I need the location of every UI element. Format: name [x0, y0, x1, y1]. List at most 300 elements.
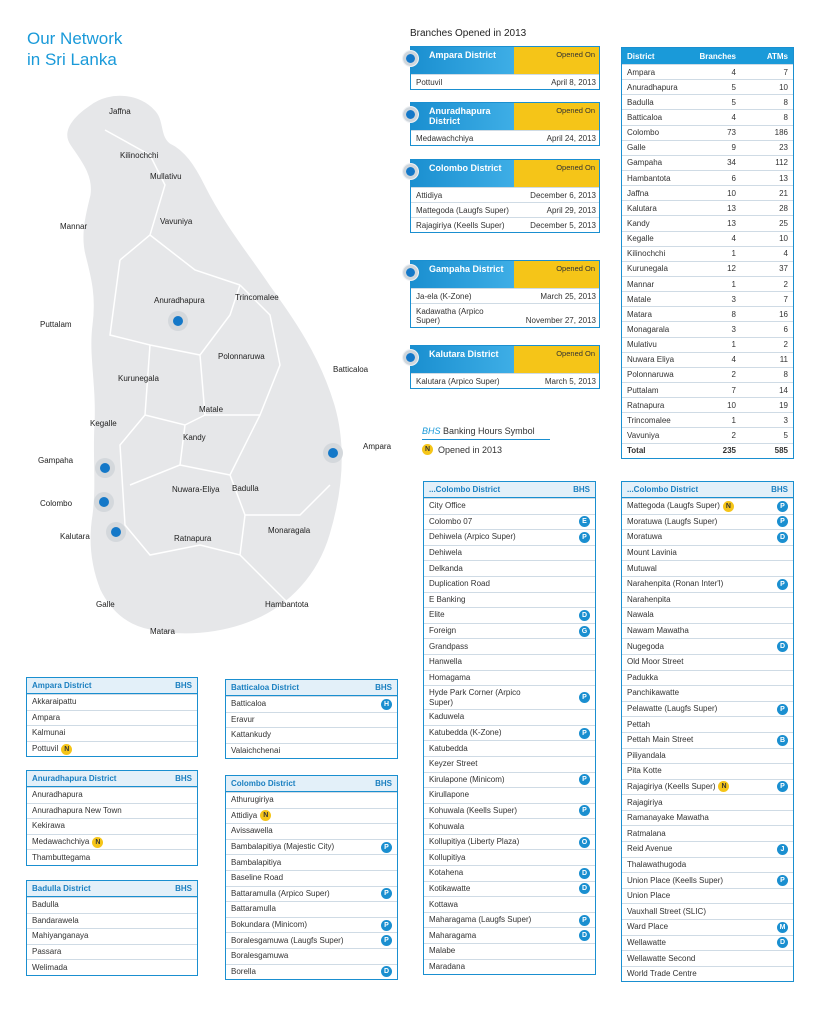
new-badge-icon: N — [260, 810, 271, 821]
branch-row — [424, 725, 595, 741]
branch-name: Hyde Park Corner (Arpico Super) — [429, 687, 521, 707]
branch-name: Kollupitiya — [429, 852, 466, 862]
branch-row — [424, 592, 595, 608]
branch-table-title: ...Colombo District — [627, 485, 699, 494]
branch-row — [424, 498, 595, 514]
branch-row — [226, 696, 397, 712]
bhs-column-header: BHS — [375, 779, 392, 788]
branch-name: Boralesgamuwa (Laugfs Super) — [231, 935, 344, 945]
branch-name: Ampara — [32, 712, 61, 722]
bhs-badge-icon: D — [579, 930, 590, 941]
branch-row — [226, 839, 397, 855]
bhs-badge-icon: P — [777, 781, 788, 792]
branch-name: Avissawella — [231, 826, 273, 836]
branch-row — [27, 849, 197, 865]
branch-name: Piliyandala — [627, 750, 666, 760]
batticaloa-branch-table — [225, 679, 398, 759]
branch-name: Reid Avenue — [627, 844, 673, 854]
branch-name: Grandpass — [429, 641, 469, 651]
bhs-badge-icon: P — [777, 875, 788, 886]
table-row — [622, 140, 793, 155]
branch-name: Kalmunai — [32, 728, 66, 738]
branches-cell: 10 — [727, 188, 736, 198]
opened-on-label: Opened On — [514, 47, 599, 74]
branch-name: Maharagama (Laugfs Super) — [429, 915, 532, 925]
bhs-badge-icon: E — [579, 516, 590, 527]
map-label-kalutara: Kalutara — [60, 532, 90, 541]
table-row — [622, 155, 793, 170]
branch-name: Pettah — [627, 719, 651, 729]
bhs-text: Banking Hours Symbol — [443, 426, 535, 436]
branch-name: Nawala — [627, 610, 654, 620]
colombo-branch-table-1 — [225, 775, 398, 980]
atms-cell: 186 — [774, 128, 788, 138]
branch-name: Kirulapone (Minicom) — [429, 774, 505, 784]
branch-row — [226, 886, 397, 902]
map-label-kegalle: Kegalle — [90, 419, 117, 428]
map-pin-icon — [402, 349, 419, 366]
atms-cell: 8 — [783, 370, 788, 380]
branch-name: Rajagiriya (Keells Super) — [627, 781, 716, 791]
branch-name: Duplication Road — [429, 579, 490, 589]
branch-row — [622, 498, 793, 514]
branch-name: Padukka — [627, 672, 659, 682]
branch-name: Vauxhall Street (SLIC) — [627, 906, 706, 916]
badulla-branch-table — [26, 880, 198, 976]
map-label-anuradhapura: Anuradhapura — [154, 296, 205, 305]
branch-row — [622, 841, 793, 857]
map-label-kandy: Kandy — [183, 433, 206, 442]
branches-cell: 9 — [731, 143, 736, 153]
table-row — [622, 64, 793, 79]
bhs-badge-icon: D — [381, 966, 392, 977]
branch-name: Homagama — [429, 672, 471, 682]
bhs-column-header: BHS — [375, 683, 392, 692]
branch-row — [226, 823, 397, 839]
branch-row — [622, 592, 793, 608]
branch-row — [424, 849, 595, 865]
branch-name: Elite — [429, 610, 445, 620]
atms-cell: 16 — [779, 309, 788, 319]
branch-name: Pita Kotte — [627, 766, 662, 776]
branch-name: Ward Place — [627, 922, 669, 932]
atms-cell: 14 — [779, 385, 788, 395]
branch-name: Hanwella — [429, 657, 462, 667]
branch-row — [622, 716, 793, 732]
branch-row — [226, 932, 397, 948]
district-cell: Mannar — [627, 279, 655, 289]
anuradhapura-branch-table — [26, 770, 198, 866]
table-row — [622, 427, 793, 442]
district-cell: Ratnapura — [627, 400, 665, 410]
branch-row — [622, 607, 793, 623]
branch-row — [226, 854, 397, 870]
branch-name: Baseline Road — [231, 873, 284, 883]
table-row — [622, 412, 793, 427]
branches-cell: 5 — [731, 82, 736, 92]
table-row — [622, 215, 793, 230]
table-row — [622, 443, 793, 458]
atms-cell: 21 — [779, 188, 788, 198]
branch-name: Badulla — [32, 900, 59, 910]
new-badge-icon: N — [92, 837, 103, 848]
district-cell: Puttalam — [627, 385, 659, 395]
map-pin-icon — [402, 264, 419, 281]
opened-row: Attidiya December 6, 2013 — [411, 187, 599, 202]
branch-row — [27, 913, 197, 929]
atms-cell: 5 — [783, 430, 788, 440]
district-cell: Jaffna — [627, 188, 649, 198]
branch-name: Union Place — [627, 891, 671, 901]
branch-row — [226, 917, 397, 933]
bhs-badge-icon: H — [381, 699, 392, 710]
atms-cell: 10 — [779, 234, 788, 244]
district-cell: Kalutara — [627, 203, 657, 213]
branch-name: Kohuwala (Keells Super) — [429, 805, 518, 815]
branch-row — [424, 818, 595, 834]
branch-table-title: Colombo District — [231, 779, 296, 788]
branch-table-header — [622, 482, 793, 498]
branch-name: Kollupitiya (Liberty Plaza) — [429, 837, 520, 847]
map-label-ratnapura: Ratnapura — [174, 534, 212, 543]
branch-name: Nawam Mawatha — [627, 626, 689, 636]
branch-name: Ratmalana — [627, 828, 666, 838]
map-pin-icon — [402, 163, 419, 180]
bhs-badge-icon: M — [777, 922, 788, 933]
branch-table-header — [27, 678, 197, 694]
branch-row — [622, 903, 793, 919]
branch-name: Foreign — [429, 626, 457, 636]
branch-name: Bokundara (Minicom) — [231, 920, 308, 930]
branch-name: Maharagama — [429, 930, 477, 940]
table-row — [622, 94, 793, 109]
branch-row — [226, 870, 397, 886]
branch-name: Pelawatte (Laugfs Super) — [627, 704, 718, 714]
branch-row — [622, 545, 793, 561]
branch-name: Ramanayake Mawatha — [627, 813, 709, 823]
opened-colombo — [410, 159, 600, 233]
branch-name: Boralesgamuwa — [231, 951, 289, 961]
new-badge-icon: N — [422, 444, 433, 455]
branch-row — [424, 787, 595, 803]
map-label-kurunegala: Kurunegala — [118, 374, 159, 383]
branch-table-title: Ampara District — [32, 681, 92, 690]
district-cell: Monagarala — [627, 324, 670, 334]
branch-row — [424, 607, 595, 623]
map-label-batticaloa: Batticaloa — [333, 365, 369, 374]
branch-name: Delkanda — [429, 563, 463, 573]
branch-row — [424, 545, 595, 561]
atms-cell: 7 — [783, 294, 788, 304]
branch-row — [424, 772, 595, 788]
branch-row — [622, 935, 793, 951]
district-cell: Total — [627, 446, 646, 456]
new-badge-icon: N — [61, 744, 72, 755]
map-label-kilinochchi: Kilinochchi — [120, 151, 159, 160]
title-line-1: Our Network — [27, 29, 123, 48]
branch-row — [424, 912, 595, 928]
branch-row — [27, 803, 197, 819]
branches-cell: 2 — [731, 370, 736, 380]
branches-cell: 73 — [727, 128, 736, 138]
atms-cell: 28 — [779, 203, 788, 213]
map-pin-icon — [402, 106, 419, 123]
branches-cell: 3 — [731, 294, 736, 304]
branch-row — [424, 881, 595, 897]
branches-cell: 3 — [731, 324, 736, 334]
branch-row — [226, 964, 397, 980]
branch-name: Kaduwela — [429, 712, 465, 722]
branch-row — [27, 710, 197, 726]
bhs-badge-icon: D — [777, 937, 788, 948]
bhs-column-header: BHS — [175, 884, 192, 893]
table-row — [622, 109, 793, 124]
bhs-badge-icon: O — [579, 837, 590, 848]
bhs-abbr: BHS — [422, 426, 441, 436]
bhs-column-header: BHS — [175, 774, 192, 783]
branch-name: Batticaloa — [231, 699, 267, 709]
atms-cell: 10 — [779, 82, 788, 92]
branch-name: Bambalapitiya — [231, 857, 282, 867]
branch-row — [622, 576, 793, 592]
branch-table-header — [424, 482, 595, 498]
new-badge-icon: N — [723, 501, 734, 512]
branches-cell: 5 — [731, 97, 736, 107]
branches-cell: 12 — [727, 264, 736, 274]
map-label-colombo: Colombo — [40, 499, 73, 508]
branch-row — [622, 872, 793, 888]
branch-row — [27, 787, 197, 803]
map-label-hambantota: Hambantota — [265, 600, 309, 609]
branch-name: Mattegoda (Laugfs Super) — [627, 501, 720, 511]
branch-row — [424, 959, 595, 975]
branch-name: Eravur — [231, 714, 255, 724]
table-row — [622, 246, 793, 261]
branch-name: Moratuwa — [627, 532, 663, 542]
branch-row — [424, 896, 595, 912]
table-row — [622, 170, 793, 185]
bhs-badge-icon: B — [777, 735, 788, 746]
new-badge-icon: N — [718, 781, 729, 792]
district-cell: Kilinochchi — [627, 249, 666, 259]
branch-name: Bandarawela — [32, 915, 79, 925]
map-label-mannar: Mannar — [60, 222, 88, 231]
branch-row — [622, 950, 793, 966]
table-row — [622, 306, 793, 321]
branch-name: E Banking — [429, 594, 466, 604]
branches-cell: 7 — [731, 385, 736, 395]
branch-row — [622, 654, 793, 670]
opened-row: Ja-ela (K-Zone) March 25, 2013 — [411, 288, 599, 303]
branch-name: Medawachchiya — [32, 837, 90, 847]
district-cell: Batticaloa — [627, 112, 663, 122]
branch-row — [226, 792, 397, 808]
table-row — [622, 337, 793, 352]
branch-row — [424, 529, 595, 545]
branch-name: Panchikawatte — [627, 688, 680, 698]
branch-row — [424, 803, 595, 819]
district-cell: Mulativu — [627, 340, 657, 350]
branch-table-header — [226, 776, 397, 792]
branch-row — [424, 514, 595, 530]
branch-name: Pottuvil — [32, 744, 59, 754]
table-row — [622, 352, 793, 367]
branch-name: Wellawatte — [627, 937, 666, 947]
branch-row — [424, 560, 595, 576]
opened-district-name: Anuradhapura District — [411, 103, 514, 130]
branch-row — [226, 727, 397, 743]
district-cell: Colombo — [627, 128, 660, 138]
bhs-badge-icon: P — [381, 842, 392, 853]
legend-new — [422, 444, 502, 455]
branch-row — [424, 865, 595, 881]
map-label-puttalam: Puttalam — [40, 320, 72, 329]
atms-cell: 112 — [775, 158, 788, 168]
branches-cell: 1 — [731, 340, 736, 350]
branch-row — [424, 943, 595, 959]
table-row — [622, 367, 793, 382]
atms-cell: 7 — [783, 67, 788, 77]
district-cell: Kandy — [627, 218, 650, 228]
bhs-badge-icon: P — [381, 935, 392, 946]
branch-row — [622, 966, 793, 982]
branch-row — [622, 748, 793, 764]
branch-row — [424, 638, 595, 654]
branch-row — [424, 927, 595, 943]
bhs-badge-icon: P — [777, 704, 788, 715]
map-label-polonnaruwa: Polonnaruwa — [218, 352, 265, 361]
bhs-badge-icon: P — [777, 516, 788, 527]
branch-name: Borella — [231, 966, 256, 976]
opened-kalutara — [410, 345, 600, 389]
branch-table-title: Anuradhapura District — [32, 774, 117, 783]
branch-name: Mutuwal — [627, 563, 657, 573]
branch-name: Kohuwala — [429, 821, 465, 831]
branch-name: Kattankudy — [231, 730, 272, 740]
opened-row: Kadawatha (Arpico Super) November 27, 2013 — [411, 303, 599, 327]
district-cell: Matara — [627, 309, 652, 319]
branch-row — [226, 712, 397, 728]
district-cell: Hambantota — [627, 173, 671, 183]
opened-row: Kalutara (Arpico Super) March 5, 2013 — [411, 373, 599, 388]
atms-cell: 11 — [779, 355, 788, 365]
branch-name: Rajagiriya — [627, 797, 663, 807]
opened-row: Rajagiriya (Keells Super) December 5, 2013 — [411, 217, 599, 232]
branch-row — [27, 959, 197, 975]
branch-name: Mahiyanganaya — [32, 931, 89, 941]
branch-name: Athurugiriya — [231, 795, 274, 805]
branch-row — [622, 857, 793, 873]
branch-row — [424, 685, 595, 709]
opened-on-label: Opened On — [514, 103, 599, 130]
ampara-branch-table — [26, 677, 198, 757]
district-cell: Polonnaruwa — [627, 370, 674, 380]
district-cell: Kurunegala — [627, 264, 668, 274]
map-label-mullativu: Mullativu — [150, 172, 182, 181]
atms-cell: 23 — [779, 143, 788, 153]
table-row — [622, 231, 793, 246]
branch-row — [622, 810, 793, 826]
branch-name: Thambuttegama — [32, 852, 91, 862]
opened-ampara — [410, 46, 600, 90]
branch-name: Thalawathugoda — [627, 859, 687, 869]
colombo-branch-table-3 — [621, 481, 794, 982]
branch-row — [622, 514, 793, 530]
branch-row — [622, 685, 793, 701]
opened-heading: Branches Opened in 2013 — [410, 28, 527, 39]
branch-name: Mount Lavinia — [627, 548, 677, 558]
branch-row — [622, 623, 793, 639]
branch-name: Wellawatte Second — [627, 953, 696, 963]
map-label-jaffna: Jaffna — [109, 107, 131, 116]
branch-row — [622, 560, 793, 576]
branch-row — [622, 670, 793, 686]
opened-district-name: Ampara District — [411, 47, 514, 74]
atms-cell: 8 — [783, 112, 788, 122]
branch-name: Malabe — [429, 946, 456, 956]
bhs-badge-icon: D — [579, 883, 590, 894]
bhs-column-header: BHS — [175, 681, 192, 690]
map-label-matara: Matara — [150, 627, 175, 636]
branches-cell: 10 — [727, 400, 736, 410]
map-label-galle: Galle — [96, 600, 115, 609]
branches-cell: 2 — [731, 430, 736, 440]
branch-row — [424, 740, 595, 756]
branch-row — [27, 944, 197, 960]
bhs-badge-icon: P — [579, 728, 590, 739]
bhs-badge-icon: P — [579, 692, 590, 703]
district-cell: Gampaha — [627, 158, 663, 168]
map-label-vavuniya: Vavuniya — [160, 217, 193, 226]
opened-district-name: Gampaha District — [411, 261, 514, 288]
branch-row — [424, 709, 595, 725]
district-cell: Kegalle — [627, 234, 654, 244]
branch-name: Battaramulla (Arpico Super) — [231, 888, 330, 898]
branches-cell: 8 — [731, 309, 736, 319]
branches-cell: 4 — [731, 67, 736, 77]
branch-name: World Trade Centre — [627, 969, 697, 979]
bhs-badge-icon: P — [579, 915, 590, 926]
opened-gampaha — [410, 260, 600, 328]
branch-row — [622, 732, 793, 748]
opened-row: Mattegoda (Laugfs Super) April 29, 2013 — [411, 202, 599, 217]
branch-name: Akkaraipattu — [32, 697, 77, 707]
bhs-badge-icon: P — [777, 501, 788, 512]
branches-cell: 34 — [727, 158, 736, 168]
opened-row: Medawachchiya April 24, 2013 — [411, 130, 599, 145]
branches-cell: 4 — [731, 112, 736, 122]
opened-on-label: Opened On — [514, 261, 599, 288]
branch-row — [27, 834, 197, 850]
branch-name: Bambalapitiya (Majestic City) — [231, 842, 335, 852]
bhs-badge-icon: D — [579, 610, 590, 621]
district-cell: Trincomalee — [627, 415, 671, 425]
branch-row — [424, 576, 595, 592]
bhs-badge-icon: P — [777, 579, 788, 590]
table-row — [622, 200, 793, 215]
branch-row — [226, 901, 397, 917]
atms-cell: 6 — [783, 324, 788, 334]
branch-name: Valaichchenai — [231, 746, 281, 756]
branches-cell: 6 — [731, 173, 736, 183]
map-pin-icon — [402, 50, 419, 67]
branch-name: Narahenpita (Ronan Inter'l) — [627, 579, 724, 589]
map-label-badulla: Badulla — [232, 484, 259, 493]
branch-name: Battaramulla — [231, 904, 276, 914]
table-row — [622, 261, 793, 276]
branch-row — [27, 928, 197, 944]
bhs-badge-icon: P — [381, 888, 392, 899]
